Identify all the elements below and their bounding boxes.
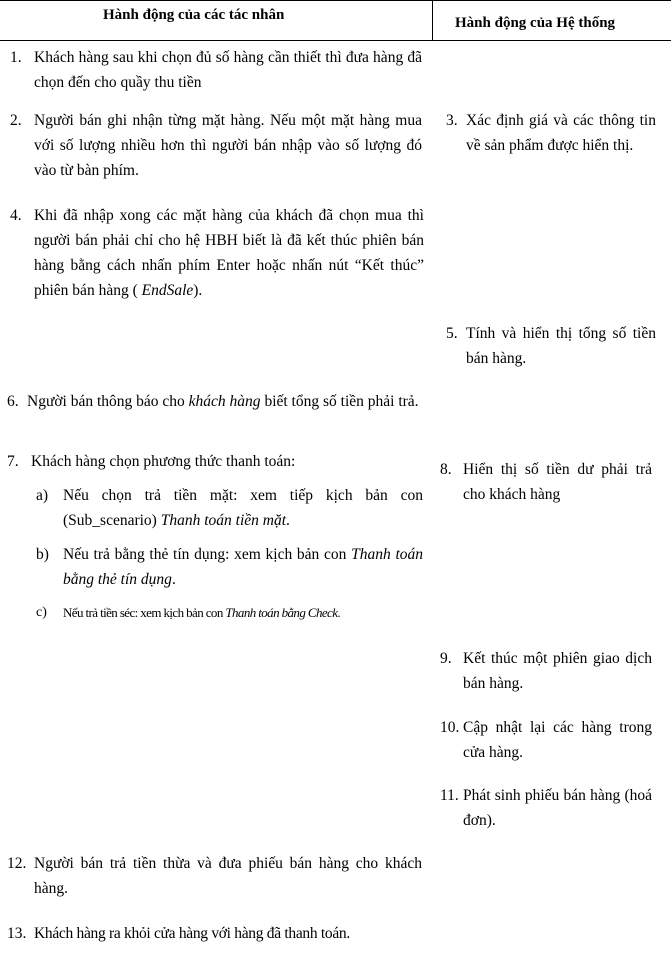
header-system-actions: Hành động của Hệ thống	[455, 15, 616, 31]
step-text: Khách hàng chọn phương thức thanh toán:	[31, 453, 296, 470]
step-text-italic: EndSale	[141, 282, 194, 299]
step-number: 13.	[7, 925, 27, 942]
step-text: Cập nhật lại các hàng trong cửa hàng.	[463, 719, 652, 761]
option-label: c)	[36, 605, 47, 620]
step-text-main: Khi đã nhập xong các mặt hàng của khách đã chọn mua thì người bán phải chỉ cho hệ HBH biết là đã kết thúc phiên bán hàng bằng cách nhấn phím Enter hoặc nhấn nút “Kết thúc” phiên bán hàng (	[34, 207, 424, 299]
option-text: Nếu chọn trả tiền mặt: xem tiếp kịch bản con (Sub_scenario) Thanh toán tiền mặt.	[63, 487, 423, 529]
option-text: Nếu trả tiền séc: xem kịch bản con Thanh toán bằng Check.	[63, 605, 341, 620]
step-text: Hiển thị số tiền dư phải trả cho khách hàng	[463, 461, 652, 503]
step-number: 12.	[7, 855, 27, 872]
step-text: Khách hàng sau khi chọn đủ số hàng cần thiết thì đưa hàng đã chọn đến cho quầy thu tiền	[34, 49, 422, 91]
step-number: 9.	[440, 650, 452, 667]
step-number: 5.	[446, 325, 458, 342]
actor-step-13	[7, 921, 422, 946]
actor-step-2	[10, 108, 422, 183]
step-text-before: Người bán thông báo cho	[27, 393, 185, 410]
step-text: Khách hàng ra khỏi cửa hàng với hàng đã thanh toán.	[34, 925, 350, 942]
system-step-8	[440, 457, 652, 507]
actor-step-7	[7, 449, 422, 474]
step-number: 2.	[10, 112, 22, 129]
step-text: Tính và hiển thị tổng số tiền bán hàng.	[466, 325, 656, 367]
system-step-9	[440, 646, 652, 696]
actor-step-6	[7, 389, 422, 414]
step-text: Kết thúc một phiên giao dịch bán hàng.	[463, 650, 652, 692]
header-bottom-border	[0, 40, 671, 41]
actor-step-4	[10, 203, 424, 303]
option-italic: Thanh toán bằng thẻ tín dụng	[63, 546, 424, 588]
system-step-5	[446, 321, 656, 371]
payment-option-a	[36, 483, 423, 533]
step-text: Phát sinh phiếu bán hàng (hoá đơn).	[463, 787, 652, 829]
step-number: 6.	[7, 393, 19, 410]
table-top-border	[0, 0, 671, 1]
step-text: Người bán trả tiền thừa và đưa phiếu bán hàng cho khách hàng.	[34, 855, 422, 897]
step-text-after: biết tổng số tiền phải trả.	[264, 393, 419, 410]
payment-option-b	[36, 542, 423, 592]
step-text: Xác định giá và các thông tin về sản phẩm được hiển thị.	[466, 112, 656, 154]
payment-option-c	[36, 600, 423, 625]
option-label: b)	[36, 546, 49, 563]
header-actor-actions: Hành động của các tác nhân	[103, 7, 285, 23]
actor-step-1	[10, 45, 422, 95]
option-text: Nếu trả bằng thẻ tín dụng: xem kịch bản con Thanh toán bằng thẻ tín dụng.	[63, 546, 424, 588]
system-step-10	[440, 715, 652, 765]
actor-step-12	[7, 851, 422, 901]
step-number: 10.	[440, 719, 460, 736]
step-number: 4.	[10, 207, 22, 224]
step-number: 11.	[440, 787, 459, 804]
option-label: a)	[36, 487, 49, 504]
step-number: 8.	[440, 461, 452, 478]
step-text	[10, 203, 424, 303]
step-text: Người bán ghi nhận từng mặt hàng. Nếu một mặt hàng mua với số lượng nhiều hơn thì người bán nhập vào số lượng đó vào từ bàn phím.	[34, 112, 422, 179]
step-number: 1.	[10, 49, 22, 66]
step-number: 7.	[7, 453, 19, 470]
step-number: 3.	[446, 112, 458, 129]
column-divider	[432, 0, 433, 40]
option-italic: Thanh toán bằng Check	[225, 605, 338, 620]
system-step-3	[446, 108, 656, 158]
step-text-suffix: ).	[193, 282, 203, 299]
system-step-11	[440, 783, 652, 833]
step-text	[7, 389, 422, 414]
option-italic: Thanh toán tiền mặt	[160, 512, 287, 529]
step-text-italic: khách hàng	[188, 393, 261, 410]
